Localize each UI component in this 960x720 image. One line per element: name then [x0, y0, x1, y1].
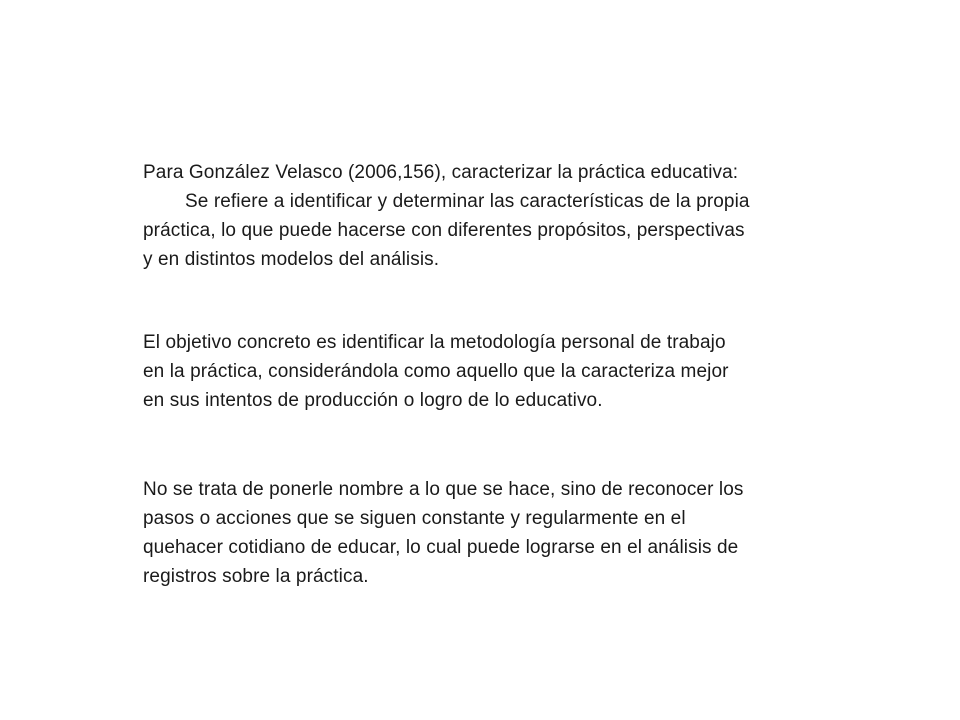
paragraph-line: quehacer cotidiano de educar, lo cual puede lograrse en el análisis de: [143, 537, 739, 558]
paragraph-line: Se refiere a identificar y determinar las características de la propia: [185, 191, 750, 212]
paragraph-definition: [143, 158, 833, 274]
paragraph-line: registros sobre la práctica.: [143, 566, 369, 587]
paragraph-line: Para González Velasco (2006,156), caracterizar la práctica educativa:: [143, 162, 739, 183]
paragraph-line: en sus intentos de producción o logro de lo educativo.: [143, 390, 603, 411]
paragraph-recognition: [143, 475, 833, 591]
paragraph-line: El objetivo concreto es identificar la metodología personal de trabajo: [143, 332, 726, 353]
paragraph-objective: [143, 328, 833, 415]
paragraph-line: en la práctica, considerándola como aquello que la caracteriza mejor: [143, 361, 729, 382]
paragraph-line: pasos o acciones que se siguen constante y regularmente en el: [143, 508, 686, 529]
paragraph-line: No se trata de ponerle nombre a lo que se hace, sino de reconocer los: [143, 479, 744, 500]
paragraph-line: y en distintos modelos del análisis.: [143, 249, 440, 270]
paragraph-line: práctica, lo que puede hacerse con diferentes propósitos, perspectivas: [143, 220, 745, 241]
